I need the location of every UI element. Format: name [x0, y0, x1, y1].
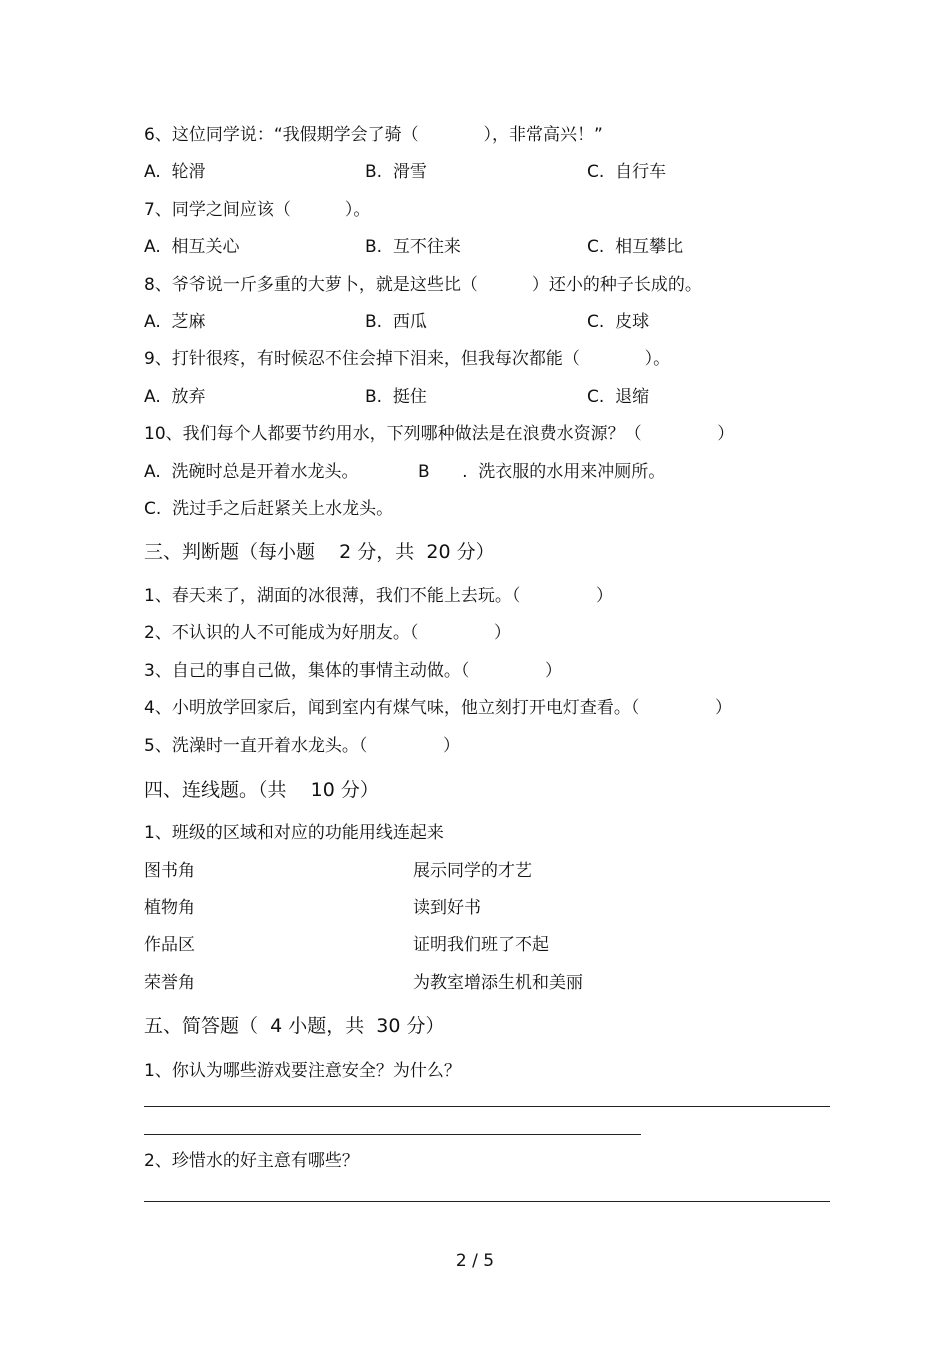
section3-item-1: 1、春天来了，湖面的冰很薄，我们不能上去玩。（ ）	[144, 586, 613, 606]
q6-option-b: B. 滑雪	[365, 162, 427, 182]
answer-line	[144, 1201, 830, 1202]
matching-right-3: 证明我们班了不起	[413, 935, 549, 955]
section5-question-1: 1、你认为哪些游戏要注意安全？为什么？	[144, 1061, 461, 1081]
section3-item-5: 5、洗澡时一直开着水龙头。（ ）	[144, 736, 460, 756]
section3-item-3: 3、自己的事自己做，集体的事情主动做。（ ）	[144, 661, 562, 681]
q9-option-c: C. 退缩	[587, 387, 650, 407]
q8-option-a: A. 芝麻	[144, 312, 206, 332]
answer-line	[144, 1134, 641, 1135]
q10-option-b: B . 洗衣服的水用来冲厕所。	[418, 462, 666, 482]
q9-option-a: A. 放弃	[144, 387, 206, 407]
q7-stem: 7、同学之间应该（ ）。	[144, 200, 371, 220]
matching-right-1: 展示同学的才艺	[413, 861, 532, 881]
section5-title: 五、简答题（ 4 小题，共 30 分）	[144, 1015, 445, 1037]
q10-option-a: A. 洗碗时总是开着水龙头。	[144, 462, 359, 482]
section3-item-2: 2、不认识的人不可能成为好朋友。（ ）	[144, 623, 511, 643]
q7-option-c: C. 相互攀比	[587, 237, 684, 257]
matching-left-1: 图书角	[144, 861, 195, 881]
q10-option-c: C. 洗过手之后赶紧关上水龙头。	[144, 499, 394, 519]
section4-title: 四、连线题。（共 10 分）	[144, 779, 379, 801]
matching-left-2: 植物角	[144, 898, 195, 918]
matching-right-2: 读到好书	[413, 898, 481, 918]
matching-right-4: 为教室增添生机和美丽	[413, 973, 583, 993]
q6-stem: 6、这位同学说：“我假期学会了骑（ ），非常高兴！”	[144, 125, 603, 145]
q10-stem: 10、我们每个人都要节约用水，下列哪种做法是在浪费水资源？（ ）	[144, 424, 735, 444]
matching-left-4: 荣誉角	[144, 973, 195, 993]
q8-option-c: C. 皮球	[587, 312, 650, 332]
q8-option-b: B. 西瓜	[365, 312, 427, 332]
matching-left-3: 作品区	[144, 935, 195, 955]
page-number: 2 / 5	[455, 1251, 495, 1271]
q7-option-b: B. 互不往来	[365, 237, 461, 257]
q9-stem: 9、打针很疼，有时候忍不住会掉下泪来，但我每次都能（ ）。	[144, 349, 671, 369]
answer-line	[144, 1106, 830, 1107]
q7-option-a: A. 相互关心	[144, 237, 240, 257]
q6-option-a: A. 轮滑	[144, 162, 206, 182]
q8-stem: 8、爷爷说一斤多重的大萝卜，就是这些比（ ）还小的种子长成的。	[144, 275, 702, 295]
q9-option-b: B. 挺住	[365, 387, 427, 407]
section5-question-2: 2、珍惜水的好主意有哪些？	[144, 1151, 359, 1171]
section3-title: 三、判断题（每小题 2 分，共 20 分）	[144, 541, 495, 563]
section3-item-4: 4、小明放学回家后，闻到室内有煤气味，他立刻打开电灯查看。（ ）	[144, 698, 732, 718]
q6-option-c: C. 自行车	[587, 162, 667, 182]
section4-prompt: 1、班级的区域和对应的功能用线连起来	[144, 823, 444, 843]
